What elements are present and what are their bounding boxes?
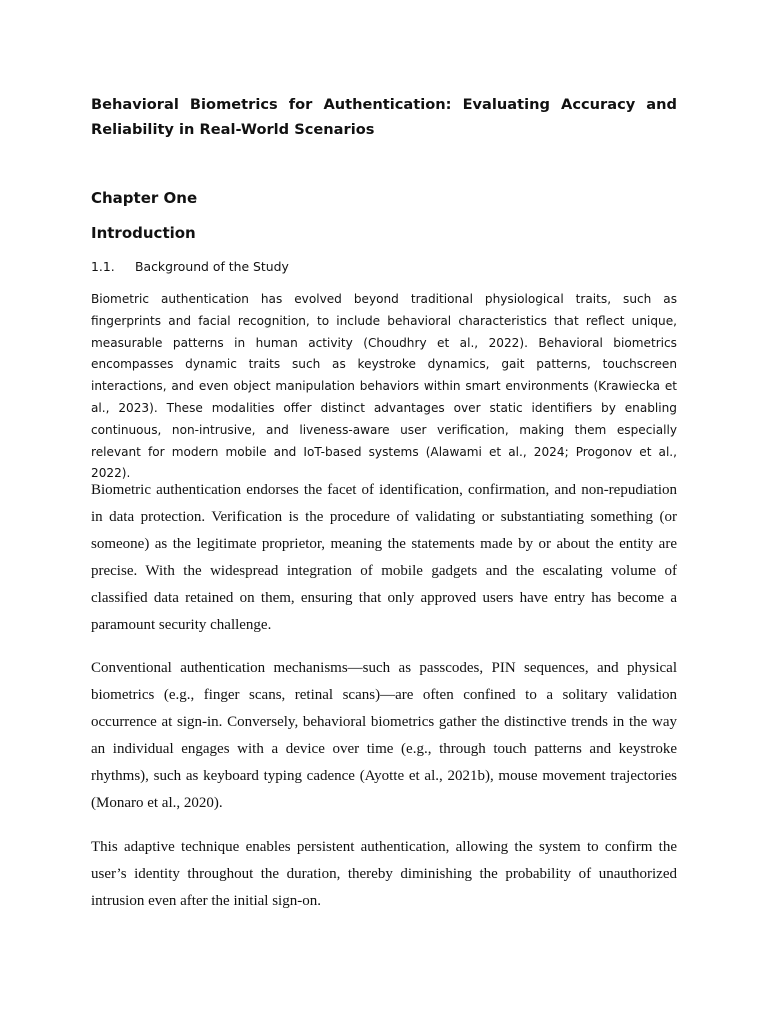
paragraph-4: This adaptive technique enables persistent authentication, allowing the system to confirm the user’s identity throughout the duration, thereby diminishing the probability of unauthorized intrusion even after the initial sign-on. bbox=[91, 839, 677, 909]
paragraph-2: Biometric authentication endorses the facet of identification, confirmation, and non-repudiation in data protection. Verification is the procedure of validating or substantiating something (or someone) as the legitimate proprietor, meaning the statements made by or about the entity are precise. With the widespread integration of mobile gadgets and the escalating volume of classified data retained on them, ensuring that only approved users have entry has become a paramount security challenge. bbox=[91, 482, 677, 633]
section-number: 1.1. bbox=[91, 259, 115, 274]
paragraph-3: Conventional authentication mechanisms—such as passcodes, PIN sequences, and physical biometrics (e.g., finger scans, retinal scans)—are often confined to a solitary validation occurrence at sign-in. Conversely, behavioral biometrics gather the distinctive trends in the way an individual engages with a device over time (e.g., through touch patterns and keystroke rhythms), such as keyboard typing cadence (Ayotte et al., 2021b), mouse movement trajectories (Monaro et al., 2020). bbox=[91, 660, 677, 811]
section-heading bbox=[91, 257, 289, 277]
section-title: Background of the Study bbox=[135, 259, 289, 274]
paragraph-1: Biometric authentication has evolved beyond traditional physiological traits, such as fingerprints and facial recognition, to include behavioral characteristics that reflect unique, measurable patterns in human activity (Choudhry et al., 2022). Behavioral biometrics encompasses dynamic traits such as keystroke dynamics, gait patterns, touchscreen interactions, and even object manipulation behaviors within smart environments (Krawiecka et al., 2023). These modalities offer distinct advantages over static identifiers by enabling continuous, non-intrusive, and liveness-aware user verification, making them especially relevant for modern mobile and IoT-based systems (Alawami et al., 2024; Progonov et al., 2022). bbox=[91, 292, 677, 481]
chapter-heading: Chapter One bbox=[91, 189, 198, 207]
document-title: Behavioral Biometrics for Authentication: Evaluating Accuracy and Reliability in Real-World Scenarios bbox=[91, 96, 677, 138]
chapter-title: Introduction bbox=[91, 224, 196, 242]
